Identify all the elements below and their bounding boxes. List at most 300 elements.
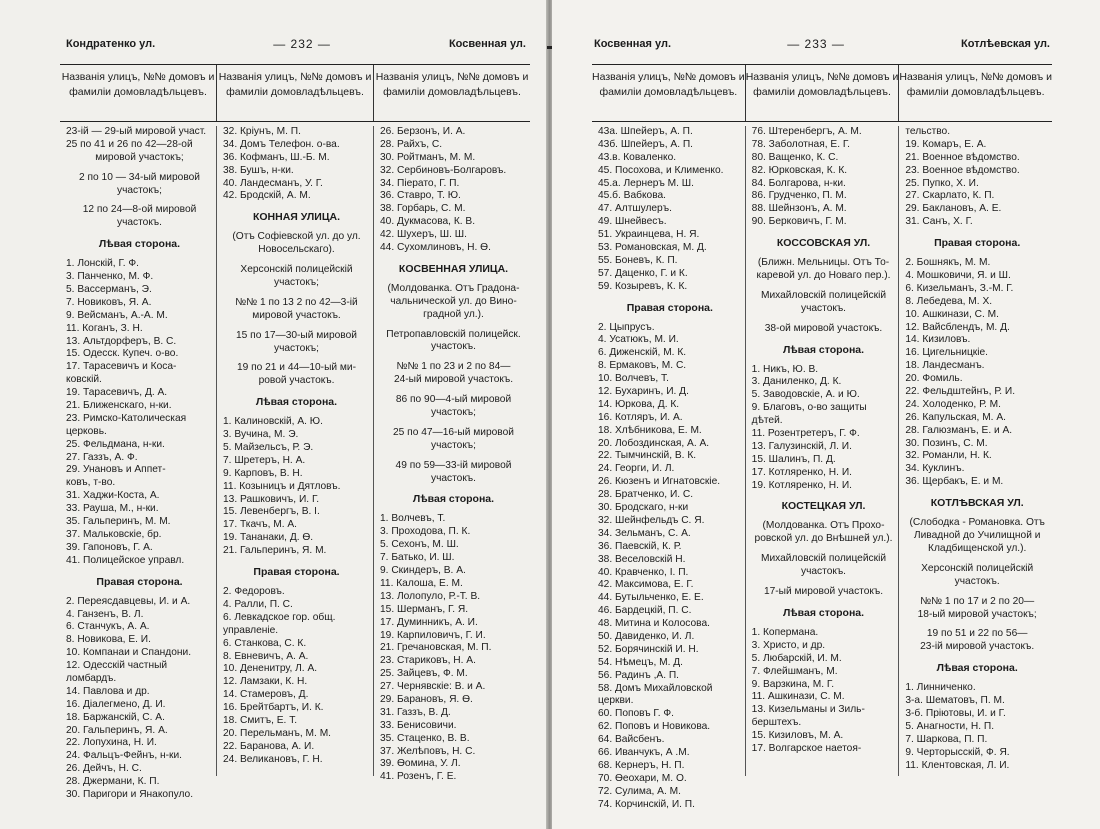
spacer xyxy=(905,556,1049,563)
list-item: 9. Вейсманъ, А.-А. М. xyxy=(66,309,168,321)
spacer xyxy=(223,323,370,330)
list-item: 3-б. Пріютовы, И. и Г. xyxy=(905,707,1006,719)
list-item: 23-ій — 29-ый мировой участ. xyxy=(66,126,207,137)
list-item: 42. Максимова, Е. Г. xyxy=(598,579,694,591)
list-item: 47. Алтшулеръ. xyxy=(598,203,672,215)
list-item: 74. Корчинскій, И. П. xyxy=(598,798,695,810)
section-heading: КОТЛѢВСКАЯ УЛ. xyxy=(930,497,1024,510)
list-item: 32. Кріунъ, М. П. xyxy=(223,126,301,137)
list-item: 64. Вайсбенъ. xyxy=(598,734,665,746)
list-item: 2. Цыпрусъ. xyxy=(598,321,655,333)
street-note: 19 по 21 и 44—10-ый ми- xyxy=(236,362,357,374)
list-item: 10. Ашкинази, С. М. xyxy=(905,308,999,320)
list-item: 24. Фальцъ-Фейнъ, н-ки. xyxy=(66,750,183,762)
section-heading: Правая сторона. xyxy=(934,237,1021,250)
list-item: 36. Паевскій, К. Р. xyxy=(598,540,682,552)
spacer xyxy=(598,294,742,301)
list-item: 14. Кизиловъ. xyxy=(905,334,971,346)
spacer xyxy=(66,568,213,575)
list-item: 22. Баранова, А. И. xyxy=(223,740,315,752)
list-item: 3-а. Шематовъ, П. М. xyxy=(905,695,1005,707)
list-item: 72. Сулима, А. М. xyxy=(598,785,681,797)
street-note: 15 по 17—30-ый мировой xyxy=(236,329,357,341)
street-note: ровской ул. до Внѣшней ул.). xyxy=(754,533,893,545)
list-item: 28. Джермани, К. П. xyxy=(66,776,160,788)
list-item: 12. Бухаринъ, И. Д. xyxy=(598,386,689,398)
list-item: 15. Кизиловъ, М. А. xyxy=(751,730,844,742)
list-item: 34. Домъ Телефон. о-ва. xyxy=(223,138,340,150)
list-item: 62. Поповъ и Новикова. xyxy=(598,721,711,733)
list-item: 33. Рауша, М., н-ки. xyxy=(66,503,159,515)
list-item: 8. Ермаковъ, М. С. xyxy=(598,360,687,372)
column-header: Названія улицъ, №№ домовъ и фамиліи домовладѣльцевъ. xyxy=(375,71,529,98)
running-head xyxy=(594,36,1050,52)
street-note: участокъ; xyxy=(116,184,163,196)
list-item: 13. Альтдорферъ, В. С. xyxy=(66,335,177,347)
head-right: Котлѣевская ул. xyxy=(961,38,1050,50)
spacer xyxy=(380,354,527,361)
column-1 xyxy=(60,126,217,800)
spacer xyxy=(752,336,896,343)
spacer xyxy=(66,197,213,204)
page-number: — 233 — xyxy=(787,37,845,51)
list-item: 29. Баклановъ, А. Е. xyxy=(905,203,1002,215)
list-item: 57. Даценко, Г. и К. xyxy=(598,267,688,279)
spacer xyxy=(380,506,527,513)
list-item: 35. Гальперинъ, М. М. xyxy=(66,516,171,528)
list-item: 5. Майзельсъ, Р. Э. xyxy=(223,442,314,454)
list-item: 11. Клентовская, Л. И. xyxy=(905,759,1010,771)
list-item: 54. Нѣмецъ, М. Д. xyxy=(598,656,684,668)
list-item: 32. Шейнфельдъ С. Я. xyxy=(598,514,705,526)
spacer xyxy=(223,290,370,297)
list-item: 21. Ближенскаго, н-ки. xyxy=(66,400,172,412)
street-note: (Молдованка. Отъ Прохо- xyxy=(762,520,885,532)
list-item: 20. Фомиль. xyxy=(905,373,963,385)
list-item: 24. Георги, И. Л. xyxy=(598,463,675,475)
head-right: Косвенная ул. xyxy=(448,38,526,50)
column-3 xyxy=(374,126,530,783)
list-item: 28. Галюзманъ, Е. и А. xyxy=(905,424,1013,436)
list-item: дѣтей. xyxy=(751,415,783,427)
list-item: 20. Лобоздинская, А. А. xyxy=(598,437,710,449)
list-item: 36. Кофманъ, Ш.-Б. М. xyxy=(223,151,330,163)
street-note: чальнической ул. до Вино- xyxy=(390,295,517,307)
spacer xyxy=(752,513,896,520)
spacer xyxy=(752,492,896,499)
list-item: 22. Тымчинскій, В. К. xyxy=(598,450,697,462)
spacer xyxy=(223,257,370,264)
spacer xyxy=(223,579,370,586)
street-note: (Молдованка. Отъ Градона- xyxy=(387,282,520,294)
list-item: 21. Гречановская, М. П. xyxy=(380,642,492,654)
list-item: 28. Райхъ, С. xyxy=(380,138,443,150)
spacer xyxy=(66,589,213,596)
list-item: 25. Фельдмана, н-ки. xyxy=(66,438,165,450)
list-item: тельство. xyxy=(905,126,951,137)
list-item: 16. Діалегмено, Д. И. xyxy=(66,698,166,710)
section-heading: Правая сторона. xyxy=(626,301,713,314)
list-item: 58. Домъ Михайловской xyxy=(598,682,713,694)
list-item: 19. Котляренко, Н. И. xyxy=(751,479,852,491)
list-item: 1. Волчевъ, Т. xyxy=(380,513,446,525)
spacer xyxy=(66,165,213,172)
street-note: (Слободка - Романовка. Отъ xyxy=(909,517,1045,529)
columns xyxy=(592,126,1052,810)
list-item: 86. Грудченко, П. М. xyxy=(751,190,847,202)
page-233 xyxy=(552,0,1100,829)
list-item: 21. Военное вѣдомство. xyxy=(905,151,1020,163)
street-note: 38-ой мировой участокъ. xyxy=(764,322,883,334)
street-note: участокъ; xyxy=(430,407,477,419)
list-item: 31. Санъ, Х. Г. xyxy=(905,216,973,228)
list-item: 12. Ламзаки, К. Н. xyxy=(223,676,308,688)
list-item: ковъ, т-во. xyxy=(66,477,116,489)
list-item: 35. Стаценко, В. В. xyxy=(380,732,470,744)
list-item: 6. Станчукъ, А. А. xyxy=(66,621,150,633)
spacer xyxy=(66,251,213,258)
spacer xyxy=(905,229,1049,236)
spacer xyxy=(905,589,1049,596)
list-item: 30. Паригори и Янакопуло. xyxy=(66,788,194,800)
list-item: 9. Черторысскій, Ф. Я. xyxy=(905,746,1010,758)
list-item: 5. Анагности, Н. П. xyxy=(905,720,995,732)
list-item: 9. Благовъ, о-во защиты xyxy=(751,402,867,414)
list-item: 18. Ландесманъ. xyxy=(905,360,985,372)
list-item: 29. Унановъ и Аппет- xyxy=(66,464,166,476)
column-2 xyxy=(217,126,374,776)
list-item: 44. Сухомлиновъ, Н. Ѳ. xyxy=(380,242,491,254)
spacer xyxy=(223,558,370,565)
list-item: 55. Боневъ, К. П. xyxy=(598,254,678,266)
list-item: 26. Капульская, М. А. xyxy=(905,411,1006,423)
list-item: 45.а. Лернеръ М. Ш. xyxy=(598,177,694,189)
list-item: ковскій. xyxy=(66,374,102,386)
list-item: 12. Одесскій частный xyxy=(66,660,168,672)
list-item: 4. Усатюкъ, М. И. xyxy=(598,334,679,346)
column-header: Названія улицъ, №№ домовъ и фамиліи домовладѣльцевъ. xyxy=(899,71,1052,98)
list-item: 52. Борячинскій И. Н. xyxy=(598,643,699,655)
section-heading: Лѣвая сторона. xyxy=(936,662,1018,675)
list-item: 18. Баржанскій, С. А. xyxy=(66,711,165,723)
column-header: Названія улицъ, №№ домовъ и фамиліи домовладѣльцевъ. xyxy=(217,65,374,121)
list-item: 84. Болгарова, н-ки. xyxy=(751,177,846,189)
spacer xyxy=(752,599,896,606)
head-left: Кондратенко ул. xyxy=(66,38,156,50)
list-item: 17. Волгарское наетоя- xyxy=(751,742,862,754)
list-item: 12. Вайсблендъ, М. Д. xyxy=(905,321,1010,333)
list-item: 14. Юркова, Д. К. xyxy=(598,398,680,410)
list-item: 4. Ралли, П. С. xyxy=(223,598,293,610)
list-item: 23. Военное вѣдомство. xyxy=(905,164,1020,176)
column-header: Названія улицъ, №№ домовъ и фамиліи домовладѣльцевъ. xyxy=(60,65,217,121)
spacer xyxy=(223,203,370,210)
list-item: 27. Газзъ, А. Ф. xyxy=(66,451,138,463)
head-left: Косвенная ул. xyxy=(594,38,672,50)
spacer xyxy=(380,485,527,492)
list-item: 33. Бенисовичи. xyxy=(380,719,457,731)
list-item: 22. Лопухина, Н. И. xyxy=(66,737,157,749)
list-item: 34. Куклинъ. xyxy=(905,463,965,475)
list-item: 15. Одесск. Купеч. о-во. xyxy=(66,348,179,360)
section-heading: КОННАЯ УЛИЦА. xyxy=(252,211,340,224)
list-item: 30. Позинъ, С. М. xyxy=(905,437,988,449)
street-note: участокъ; xyxy=(273,342,320,354)
list-item: 19. Тананаки, Д. Ѳ. xyxy=(223,532,314,544)
columns xyxy=(60,126,530,800)
list-item: 66. Иванчукъ, А .М. xyxy=(598,746,690,758)
list-item: 80. Ващенко, К. С. xyxy=(751,151,839,163)
street-note: Петропавловскій полицейск. xyxy=(386,328,521,340)
spacer xyxy=(223,388,370,395)
list-item: 17. Тарасевичъ и Коса- xyxy=(66,361,177,373)
spacer xyxy=(380,387,527,394)
list-item: 27. Скарлато, К. П. xyxy=(905,190,995,202)
list-item: 14. Стамеровъ, Д. xyxy=(223,689,309,701)
spacer xyxy=(380,420,527,427)
list-item: 41. Розенъ, Г. Е. xyxy=(380,771,457,783)
list-item: 34. Піерато, Г. П. xyxy=(380,177,460,189)
street-note: участокъ. xyxy=(800,566,847,578)
street-note: Михайловскій полицейскій xyxy=(760,553,887,565)
section-heading: Лѣвая сторона. xyxy=(255,396,338,409)
list-item: 8. Лебедева, М. Х. xyxy=(905,295,993,307)
list-item: 41. Полицейское управл. xyxy=(66,554,185,566)
list-item: 26. Кюзенъ и Игнатовскіе. xyxy=(598,476,721,488)
section-heading: КОСТЕЦКАЯ УЛ. xyxy=(781,500,866,513)
street-note: 86 по 90—4-ый мировой xyxy=(395,394,512,406)
list-item: 56. Радинъ ,А. П. xyxy=(598,669,680,681)
list-item: 43а. Шпейеръ, А. П. xyxy=(598,126,693,137)
street-note: ровой участокъ. xyxy=(258,375,335,387)
spacer xyxy=(905,621,1049,628)
list-item: 6. Левкадское гор. общ. xyxy=(223,611,336,623)
spacer xyxy=(752,250,896,257)
list-item: 60. Поповъ Г. Ф. xyxy=(598,708,674,720)
list-item: 8. Новикова, Е. И. xyxy=(66,634,151,646)
list-item: 27. Чернявскіе: В. и А. xyxy=(380,681,486,693)
list-item: 26. Берзонъ, И. А. xyxy=(380,126,466,137)
street-note: 23-ій мировой участокъ. xyxy=(920,641,1035,653)
list-item: 76. Штеренбергъ, А. М. xyxy=(751,126,862,137)
spacer xyxy=(380,453,527,460)
list-item: 28. Братченко, И. С. xyxy=(598,489,694,501)
street-note: Новосельскаго). xyxy=(258,244,335,256)
column-2 xyxy=(746,126,900,776)
list-item: 18. Смитъ, Е. Т. xyxy=(223,714,298,726)
list-item: 16. Брейтбартъ, И. К. xyxy=(223,702,324,714)
list-item: 38. Бушъ, н-ки. xyxy=(223,164,294,176)
list-item: 31. Хаджи-Коста, А. xyxy=(66,490,160,502)
list-item: 40. Дукмасова, К. В. xyxy=(380,216,476,228)
list-item: 19. Тарасевичъ, Д. А. xyxy=(66,387,168,399)
list-item: 5. Любарскій, И. М. xyxy=(751,652,842,664)
list-item: 16. Цигельницкіе. xyxy=(905,347,989,359)
street-note: №№ 1 по 13 2 по 42—3-ій xyxy=(235,296,358,308)
list-item: 19. Комаръ, Е. А. xyxy=(905,138,987,150)
list-item: 31. Газзъ, В. Д. xyxy=(380,706,451,718)
section-heading: КОССОВСКАЯ УЛ. xyxy=(776,237,871,250)
list-item: 34. Зельманъ, С. А. xyxy=(598,527,691,539)
list-item: 19. Карпиловичъ, Г. И. xyxy=(380,629,486,641)
column-header: Названія улицъ, №№ домовъ и фамиліи домовладѣльцевъ. xyxy=(592,65,746,121)
list-item: 59. Козыревъ, К. К. xyxy=(598,280,688,292)
list-item: 5. Сехонъ, М. Ш. xyxy=(380,539,459,551)
street-note: (Ближн. Мельницы. Отъ То- xyxy=(757,257,890,269)
list-item: 38. Веселовскій Н. xyxy=(598,553,686,565)
list-item: 3. Христо, и др. xyxy=(751,639,826,651)
spacer xyxy=(380,255,527,262)
street-note: 18-ый мировой участокъ; xyxy=(917,608,1037,620)
list-item: 24. Великановъ, Г. Н. xyxy=(223,753,323,765)
street-note: Ливадной до Училищной и xyxy=(913,530,1041,542)
list-item: 1. Никъ, Ю. В. xyxy=(751,363,819,375)
list-item: 32. Романли, Н. К. xyxy=(905,450,992,462)
list-item: 36. Ставро, Т. Ю. xyxy=(380,190,461,202)
spacer xyxy=(905,654,1049,661)
list-item: 90. Берковичъ, Г. М. xyxy=(751,216,847,228)
list-item: церкви. xyxy=(598,695,634,707)
spacer xyxy=(752,316,896,323)
list-item: управленіе. xyxy=(223,624,279,636)
section-heading: КОСВЕННАЯ УЛИЦА. xyxy=(398,262,509,275)
list-item: 1. Линниченко. xyxy=(905,682,976,694)
street-note: градной ул.). xyxy=(423,308,484,320)
spacer xyxy=(752,357,896,364)
street-note: участокъ. xyxy=(954,575,1000,587)
list-item: 7. Новиковъ, Я. А. xyxy=(66,296,152,308)
street-note: Кладбищенской ул.). xyxy=(928,542,1027,554)
spacer xyxy=(905,250,1049,257)
list-item: 23. Римско-Католическая xyxy=(66,412,187,424)
list-item: 10. Дененитру, Л. А. xyxy=(223,663,318,675)
list-item: 10. Компанаи и Спандони. xyxy=(66,647,192,659)
list-item: 1. Копермана. xyxy=(751,626,819,638)
list-item: 3. Панченко, М. Ф. xyxy=(66,271,154,283)
list-item: 15. Левенбергъ, В. І. xyxy=(223,506,320,518)
list-item: 11. Коганъ, З. Н. xyxy=(66,322,143,334)
list-item: 13. Рашковичъ, И. Г. xyxy=(223,493,320,505)
list-item: 68. Кернеръ, Н. П. xyxy=(598,759,685,771)
column-1 xyxy=(592,126,746,810)
street-note: участокъ; xyxy=(273,277,320,289)
street-note: Херсонскій полицейскій xyxy=(921,562,1034,574)
street-note: участокъ. xyxy=(800,302,847,314)
street-note: Михайловскій полицейскій xyxy=(760,289,887,301)
list-item: 6. Кизельманъ, З.-М. Г. xyxy=(905,282,1014,294)
column-header-row xyxy=(592,64,1052,122)
list-item: 46. Бардецкій, П. С. xyxy=(598,605,692,617)
list-item: 3. Проходова, П. К. xyxy=(380,526,471,538)
street-note: №№ 1 по 17 и 2 по 20— xyxy=(920,595,1035,607)
street-note: участокъ. xyxy=(430,472,477,484)
list-item: 30. Ройтманъ, М. М. xyxy=(380,151,476,163)
spacer xyxy=(752,229,896,236)
street-note: участокъ. xyxy=(116,217,163,229)
street-note: 19 по 51 и 22 по 56— xyxy=(926,628,1028,640)
list-item: 43.в. Коваленко. xyxy=(598,151,677,163)
street-note: Херсонскій полицейскій xyxy=(240,264,353,276)
list-item: 16. Котляръ, И. А. xyxy=(598,411,683,423)
list-item: 45. Посохова, и Клименко. xyxy=(598,164,724,176)
list-item: 20. Перельманъ, М. М. xyxy=(223,727,332,739)
section-heading: Правая сторона. xyxy=(253,566,340,579)
list-item: 24. Холоденко, Р. М. xyxy=(905,398,1001,410)
list-item: 1. Лонскій, Г. Ф. xyxy=(66,258,139,270)
list-item: 4. Ганзенъ, В. Л. xyxy=(66,608,144,620)
list-item: 11. Ашкинази, С. М. xyxy=(751,691,845,703)
street-note: мировой участокъ; xyxy=(95,151,184,163)
page-number: — 232 — xyxy=(273,37,331,51)
list-item: 3. Вучина, М. Э. xyxy=(223,429,299,441)
section-heading: Лѣвая сторона. xyxy=(412,493,495,506)
list-item: 17. Думинникъ, А. И. xyxy=(380,616,478,628)
spacer xyxy=(66,230,213,237)
list-item: 78. Заболотная, Е. Г. xyxy=(751,138,850,150)
running-head xyxy=(66,36,526,52)
list-item: 17. Ткачъ, М. А. xyxy=(223,519,297,531)
list-item: 50. Давиденко, И. Л. xyxy=(598,630,695,642)
list-item: 13. Галузинскій, Л. И. xyxy=(751,440,852,452)
spacer xyxy=(905,489,1049,496)
spacer xyxy=(752,579,896,586)
street-note: (Отъ Софіевской ул. до ул. xyxy=(232,231,361,243)
list-item: 25 по 41 и 26 по 42—28-ой xyxy=(66,138,193,150)
list-item: 37. Желѣповъ, Н. С. xyxy=(380,745,476,757)
list-item: берштехъ. xyxy=(751,717,802,729)
list-item: 53. Романовская, М. Д. xyxy=(598,242,707,254)
street-note: 2 по 10 — 34-ый мировой xyxy=(79,171,200,183)
list-item: 2. Переясдавцевы, И. и А. xyxy=(66,595,191,607)
list-item: 29. Барановъ, Я. Ѳ. xyxy=(380,693,473,705)
list-item: 45.б. Вабкова. xyxy=(598,190,666,202)
list-item: 9. Карповъ, В. Н. xyxy=(223,467,303,479)
list-item: 25. Зайцевъ, Ф. М. xyxy=(380,668,468,680)
list-item: церковь. xyxy=(66,425,107,437)
column-3 xyxy=(899,126,1052,776)
section-heading: Лѣвая сторона. xyxy=(782,606,865,619)
list-item: 7. Флейшманъ, М. xyxy=(751,665,838,677)
list-item: 2. Федоровъ. xyxy=(223,586,285,598)
list-item: 10. Волчевъ, Т. xyxy=(598,373,669,385)
list-item: 20. Гальперинъ, Я. А. xyxy=(66,724,168,736)
list-item: 9. Варзкина, М. Г. xyxy=(751,678,835,690)
spacer xyxy=(223,355,370,362)
section-heading: Лѣвая сторона. xyxy=(782,343,865,356)
page-232 xyxy=(0,0,548,829)
list-item: 42. Шухеръ, Ш. Ш. xyxy=(380,229,467,241)
list-item: 26. Дейчъ, Н. С. xyxy=(66,763,142,775)
street-note: участокъ. xyxy=(430,341,477,353)
list-item: 8. Евневичъ, А. А. xyxy=(223,650,309,662)
list-item: 11. Козыницъ и Дятловъ. xyxy=(223,480,341,492)
list-item: 51. Украинцева, Н. Я. xyxy=(598,229,700,241)
list-item: 5. Вассерманъ, Э. xyxy=(66,284,152,296)
list-item: 70. Ѳеохари, М. О. xyxy=(598,772,687,784)
list-item: 11. Калоша, Е. М. xyxy=(380,577,463,589)
list-item: 13. Кизельманы и Зиль- xyxy=(751,704,865,716)
list-item: 38. Горбарь, С. М. xyxy=(380,203,466,215)
street-note: 12 по 24—8-ой мировой xyxy=(82,204,197,216)
list-item: 40. Кравченко, І. П. xyxy=(598,566,689,578)
list-item: 43б. Шпейеръ, А. П. xyxy=(598,138,694,150)
list-item: 3. Даниленко, Д. К. xyxy=(751,376,842,388)
list-item: 25. Пупко, Х. И. xyxy=(905,177,979,189)
spacer xyxy=(752,283,896,290)
list-item: 39. Гапоновъ, Г. А. xyxy=(66,541,153,553)
street-note: каревой ул. до Новаго пер.). xyxy=(756,270,891,282)
list-item: 4. Мошковичи, Я. и Ш. xyxy=(905,270,1011,282)
